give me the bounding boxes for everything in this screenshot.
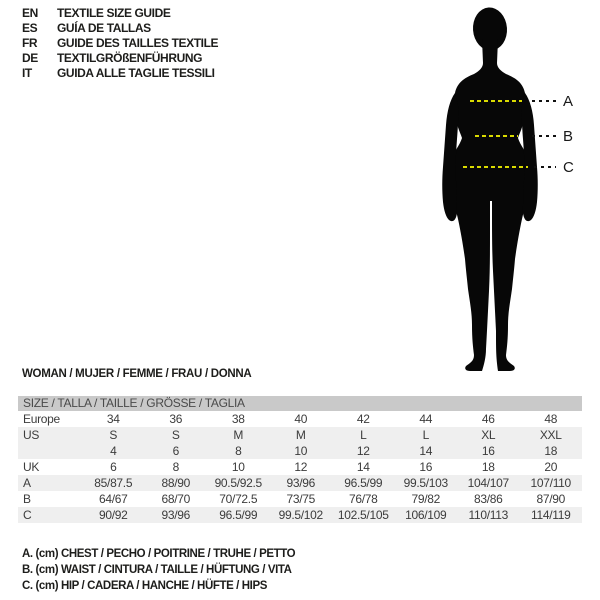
size-value-cell: 73/75 [286,492,316,506]
size-value-cell: S [109,428,118,442]
language-row [22,66,218,81]
language-code: DE [22,51,38,65]
size-value-cell: 10 [294,444,308,458]
size-value-cell: 104/107 [467,476,509,490]
size-value-cell: 68/70 [161,492,191,506]
size-table [18,396,582,523]
size-value-cell: 8 [172,460,179,474]
size-value-cell: 12 [294,460,308,474]
size-value-cell: 16 [419,460,433,474]
size-value-cell: 38 [231,412,245,426]
language-title: TEXTILE SIZE GUIDE [57,6,171,20]
size-value-cell: 64/67 [98,492,128,506]
size-system-label [18,443,82,459]
size-value-cell: 85/87.5 [94,476,133,490]
size-value-cell: 42 [356,412,370,426]
size-table-row [18,443,582,459]
size-value-cell: 40 [294,412,308,426]
size-value-cell: 70/72.5 [219,492,258,506]
size-value-cell: 36 [169,412,183,426]
size-value-cell: S [171,428,180,442]
size-value-cell: 99.5/102 [278,508,323,522]
language-code: FR [22,36,38,50]
size-system-label: B [23,492,31,506]
size-value-cell: 8 [235,444,242,458]
size-value-cell: 10 [231,460,245,474]
size-table-row [18,475,582,491]
language-title: TEXTILGRÖßENFÜHRUNG [57,51,203,65]
size-value-cell: 107/110 [530,476,571,490]
language-title: GUIDA ALLE TAGLIE TESSILI [57,66,215,80]
woman-silhouette-icon [408,5,593,375]
size-table-row [18,411,582,427]
size-table-row [18,491,582,507]
size-value-cell: 12 [356,444,370,458]
size-value-cell: 83/86 [473,492,503,506]
size-system-label: Europe [23,412,60,426]
size-value-cell: 93/96 [286,476,316,490]
size-value-cell: XXL [539,428,562,442]
section-title: WOMAN / MUJER / FEMME / FRAU / DONNA [22,368,252,380]
marker-label-c: C [563,159,574,176]
size-table-header: SIZE / TALLA / TAILLE / GRÖSSE / TAGLIA [18,396,582,411]
size-value-cell: L [422,428,429,442]
size-value-cell: 106/109 [405,508,447,522]
marker-label-a: A [563,93,574,110]
legend-line: B. (cm) WAIST / CINTURA / TAILLE / HÜFTUNG / VITA [22,564,292,576]
size-value-cell: 14 [356,460,370,474]
size-value-cell: XL [481,428,496,442]
legend-line: C. (cm) HIP / CADERA / HANCHE / HÜFTE / HIPS [22,580,268,592]
size-value-cell: 114/119 [531,508,571,522]
size-system-label: US [23,428,40,442]
size-value-cell: 6 [110,460,117,474]
body-measurement-diagram [408,5,593,375]
size-value-cell: 6 [172,444,179,458]
language-list [22,6,218,81]
size-value-cell: 96.5/99 [344,476,383,490]
size-value-cell: 76/78 [348,492,378,506]
language-row [22,36,218,51]
size-value-cell: 99.5/103 [403,476,448,490]
size-value-cell: 90/92 [98,508,128,522]
size-value-cell: 34 [106,412,120,426]
size-value-cell: 102.5/105 [337,508,389,522]
language-row [22,21,218,36]
language-row [22,6,218,21]
size-table-row [18,427,582,443]
size-value-cell: M [295,428,306,442]
size-value-cell: 4 [110,444,117,458]
size-value-cell: 48 [544,412,558,426]
size-system-label: A [23,476,31,490]
size-table-body [18,411,582,523]
size-value-cell: 87/90 [536,492,566,506]
size-value-cell: 20 [544,460,558,474]
size-table-row [18,507,582,523]
language-code: IT [22,66,32,80]
size-value-cell: 88/90 [161,476,191,490]
size-system-label: C [23,508,32,522]
language-code: ES [22,21,38,35]
size-value-cell: 16 [481,444,495,458]
size-value-cell: 110/113 [468,508,508,522]
size-value-cell: 18 [544,444,558,458]
measurement-legend [22,546,295,594]
size-value-cell: 90.5/92.5 [214,476,262,490]
size-value-cell: 79/82 [411,492,441,506]
size-value-cell: 93/96 [161,508,191,522]
size-value-cell: 44 [419,412,433,426]
language-title: GUIDE DES TAILLES TEXTILE [57,36,219,50]
size-value-cell: M [233,428,244,442]
language-code: EN [22,6,38,20]
size-value-cell: L [360,428,367,442]
language-row [22,51,218,66]
size-value-cell: 18 [481,460,495,474]
size-system-label: UK [23,460,40,474]
size-value-cell: 96.5/99 [219,508,258,522]
size-value-cell: 46 [481,412,495,426]
marker-label-b: B [563,128,574,145]
legend-line: A. (cm) CHEST / PECHO / POITRINE / TRUHE / PETTO [22,548,296,560]
language-title: GUÍA DE TALLAS [57,21,151,35]
size-table-row [18,459,582,475]
size-value-cell: 14 [419,444,433,458]
